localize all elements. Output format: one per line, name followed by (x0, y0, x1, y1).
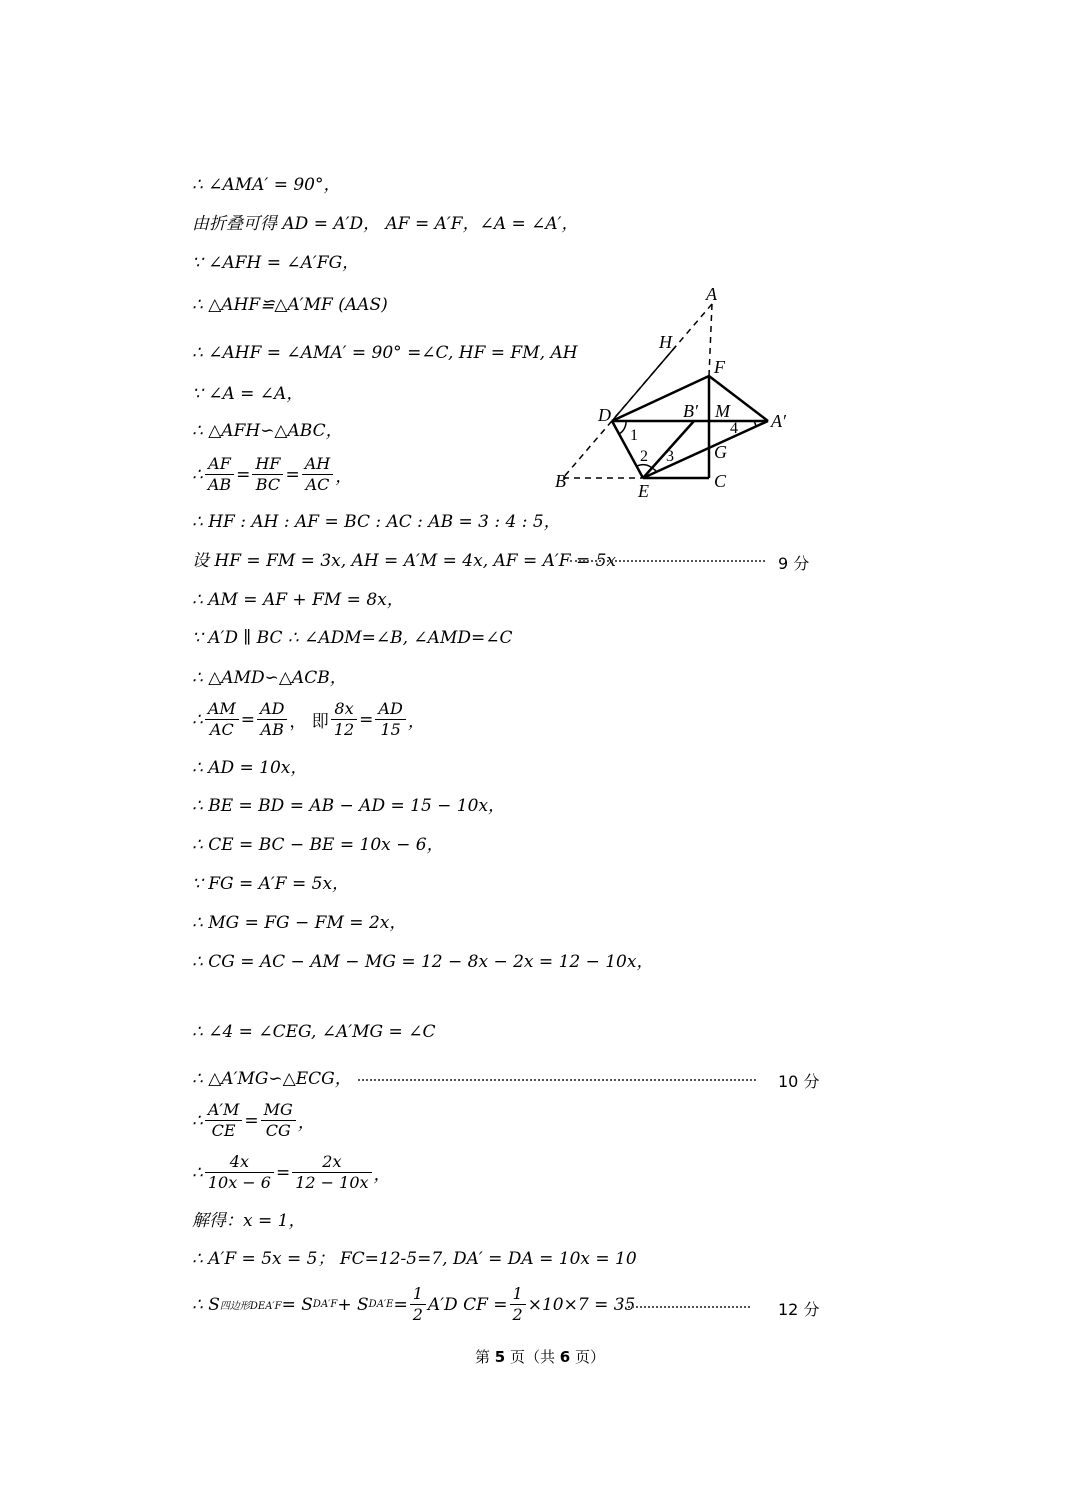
denominator: AC (305, 475, 330, 494)
label-M: M (715, 401, 730, 421)
line-7: ∴ △AFH∽△ABC， (192, 421, 343, 441)
numerator: 2x (292, 1152, 371, 1173)
label-A-prime: A′ (771, 411, 786, 431)
page-footer (0, 1346, 1080, 1367)
numerator: AD (257, 699, 287, 720)
denominator: 12 (333, 720, 355, 739)
numerator: HF (252, 454, 283, 475)
line-22: ∴ △A′MG∽△ECG， (192, 1069, 352, 1089)
denominator: CE (211, 1121, 236, 1140)
fraction (510, 1284, 526, 1325)
fraction (292, 1152, 371, 1193)
denominator: AB (207, 475, 232, 494)
line-16: ∴ BE = BD = AB − AD = 15 − 10x， (192, 796, 506, 816)
punctuation: ， (373, 1165, 391, 1185)
label-B: B (555, 471, 566, 491)
label-2: 2 (640, 448, 648, 465)
page-total: 6 (559, 1348, 571, 1366)
subscript: DA′F (312, 1299, 338, 1310)
geometry-figure (540, 280, 800, 510)
numerator: AF (205, 454, 234, 475)
line-9: ∴ HF : AH : AF = BC : AC : AB = 3 : 4 : 5， (192, 512, 561, 532)
denominator: AC (209, 720, 234, 739)
label-B-prime: B′ (683, 401, 698, 421)
score-9: 9 分 (778, 554, 810, 573)
dotted-leader (628, 1306, 750, 1308)
fraction (205, 1152, 274, 1193)
therefore-symbol: ∴ (192, 464, 203, 485)
numerator: 4x (205, 1152, 274, 1173)
denominator: CG (265, 1121, 291, 1140)
line-2: 由折叠可得 AD = A′D， AF = A′F，∠A = ∠A′， (192, 214, 579, 234)
denominator: 15 (380, 720, 401, 739)
numerator: AH (302, 454, 334, 475)
denominator: AB (260, 720, 284, 739)
label-G: G (714, 442, 727, 462)
page-number: 5 (494, 1348, 506, 1366)
fraction (252, 454, 283, 495)
numerator: AM (205, 699, 239, 720)
line-26: ∴ A′F = 5x = 5； FC=12-5=7, DA′ = DA = 10x = 10 (192, 1249, 637, 1269)
fraction (205, 699, 239, 740)
label-H: H (659, 332, 672, 352)
label-C: C (714, 471, 727, 491)
footer-text: 页（共 (509, 1348, 555, 1366)
line-11: ∴ AM = AF + FM = 8x， (192, 590, 404, 610)
subscript: 四边形DEA′F (219, 1301, 282, 1312)
angle-mark-2 (637, 465, 652, 468)
label-3: 3 (666, 448, 674, 465)
score-10: 10 分 (778, 1072, 820, 1091)
proportion-line-23: ∴ $\frac{A'M}{CE}$ = $\frac{MG}{CG}$ ， (192, 1100, 315, 1140)
label-4: 4 (730, 420, 738, 437)
line-19: ∴ MG = FG − FM = 2x， (192, 913, 407, 933)
line-5: ∴ ∠AHF = ∠AMA′ = 90° =∠C, HF = FM, AH (192, 343, 578, 363)
proportion-line-24: ∴ $\frac{4x}{10x - 6}$ = $\frac{2x}{12 - 10x}$ ， (192, 1152, 391, 1192)
dotted-leader (358, 1079, 756, 1081)
label-E: E (638, 481, 649, 501)
footer-text: 第 (474, 1348, 490, 1366)
footer-text: 页） (575, 1348, 606, 1366)
denominator: BC (255, 475, 281, 494)
numerator: 1 (410, 1284, 426, 1305)
fraction (331, 699, 357, 740)
line-10: 设 HF = FM = 3x, AH = A′M = 4x, AF = A′F = 5x (192, 551, 617, 571)
line-17: ∴ CE = BC − BE = 10x − 6， (192, 835, 444, 855)
line-6: ∵ ∠A = ∠A， (192, 384, 304, 404)
line-EA1 (643, 421, 768, 478)
line-13: ∴ △AMD∽△ACB， (192, 668, 347, 688)
denominator: 2 (512, 1305, 523, 1324)
numerator: A′M (205, 1100, 243, 1121)
fraction (410, 1284, 426, 1325)
therefore-symbol: ∴ (192, 709, 203, 730)
line-21: ∴ ∠4 = ∠CEG, ∠A′MG = ∠C (192, 1022, 436, 1042)
label-A: A (706, 284, 717, 304)
area-text: ∴ S (192, 1294, 220, 1315)
line-DE (612, 421, 643, 478)
fraction (257, 699, 287, 740)
fraction (205, 1100, 243, 1141)
line-25: 解得：x = 1， (192, 1211, 306, 1231)
dashed-line-AC (709, 304, 712, 376)
label-D: D (598, 405, 611, 425)
therefore-symbol: ∴ (192, 1110, 203, 1131)
proportion-line-14: ∴ $\frac{AM}{AC}$ = $\frac{AD}{AB}$ ， 即 $\frac{8x}{12}$ = $\frac{AD}{15}$ ， (192, 699, 425, 739)
connector-text: ， 即 (289, 712, 329, 732)
line-1: ∴ ∠AMA′ = 90°， (192, 175, 341, 195)
label-1: 1 (630, 427, 638, 444)
denominator: 2 (412, 1305, 423, 1324)
label-F: F (714, 357, 725, 377)
punctuation: ， (335, 467, 353, 487)
punctuation: ， (297, 1113, 315, 1133)
area-text: A′D CF = (427, 1294, 508, 1315)
dotted-leader (570, 560, 765, 562)
angle-mark-1 (619, 421, 626, 434)
area-text: = (393, 1294, 408, 1315)
therefore-symbol: ∴ (192, 1162, 203, 1183)
line-15: ∴ AD = 10x， (192, 758, 308, 778)
fraction (205, 454, 234, 495)
line-18: ∵ FG = A′F = 5x， (192, 874, 350, 894)
numerator: AD (375, 699, 405, 720)
numerator: MG (261, 1100, 296, 1121)
line-3: ∵ ∠AFH = ∠A′FG， (192, 253, 360, 273)
line-HE (612, 346, 676, 421)
line-12: ∵ A′D ∥ BC ∴ ∠ADM=∠B, ∠AMD=∠C (192, 628, 513, 648)
line-4: ∴ △AHF≌△A′MF (AAS) (192, 295, 388, 315)
numerator: 8x (331, 699, 357, 720)
area-text: = S (281, 1294, 313, 1315)
score-12: 12 分 (778, 1300, 820, 1319)
numerator: 1 (510, 1284, 526, 1305)
line-20: ∴ CG = AC − AM − MG = 12 − 8x − 2x = 12 − 10x， (192, 952, 654, 972)
area-line (192, 1284, 635, 1325)
fraction (375, 699, 405, 740)
fraction (261, 1100, 296, 1141)
area-text: ×10×7 = 35 (527, 1294, 636, 1315)
denominator: 10x − 6 (207, 1173, 271, 1192)
fraction (302, 454, 334, 495)
proportion-line-8: ∴ $\frac{AF}{AB}$ = $\frac{HF}{BC}$ = $\frac{AH}{AC}$ ， (192, 454, 353, 494)
punctuation: ， (407, 712, 425, 732)
subscript: DA′E (368, 1299, 394, 1310)
area-text: + S (337, 1294, 369, 1315)
denominator: 12 − 10x (295, 1173, 369, 1192)
